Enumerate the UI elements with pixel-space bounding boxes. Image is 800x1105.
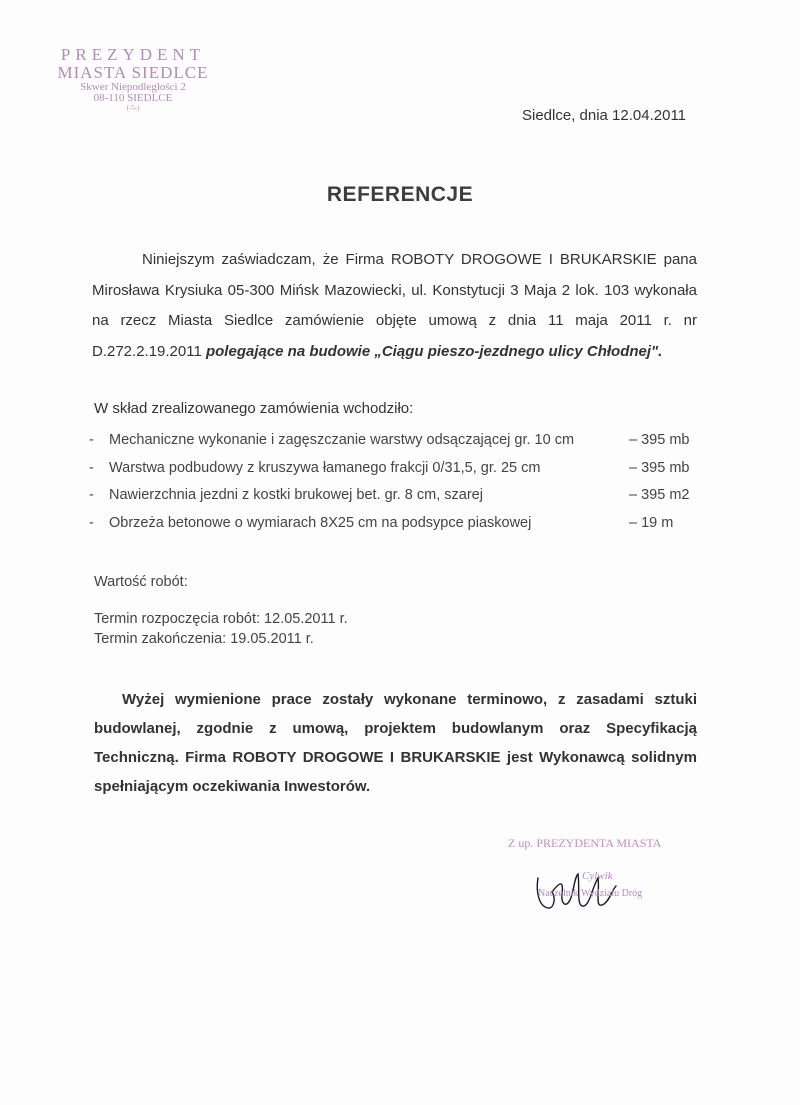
document-title: REFERENCJE xyxy=(326,183,474,206)
signature-stamp-line-2: Cylwik xyxy=(582,870,613,882)
stamp-line-3: Skwer Niepodległości 2 xyxy=(80,80,186,93)
list-item xyxy=(89,510,709,538)
item-dash: - xyxy=(89,459,94,476)
closing-text: Wyżej wymienione prace zostały wykonane terminowo, z zasadami sztuki budowlanej, zgodnie z umową, projektem budowlanym oraz Specyfikacją Techniczną. Firma ROBOTY DROGOWE I BRUKARSKIE jest Wykonawcą solidnym spełniającym oczekiwania Inwestorów. xyxy=(94,691,697,795)
item-quantity: – 395 mb xyxy=(629,432,690,448)
document-date: Siedlce, dnia 12.04.2011 xyxy=(522,107,687,124)
office-stamp xyxy=(38,46,228,112)
item-dash: - xyxy=(89,514,94,531)
value-label: Wartość robót: xyxy=(94,574,188,590)
items-intro: W skład zrealizowanego zamówienia wchodziło: xyxy=(94,400,414,417)
item-text: Mechaniczne wykonanie i zagęszczanie warstwy odsączającej gr. 10 cm xyxy=(109,432,575,448)
stamp-line-5: (-5-) xyxy=(126,103,140,112)
work-items-list xyxy=(89,427,709,537)
stamp-line-4: 08-110 SIEDLCE xyxy=(93,92,173,105)
signature-block xyxy=(500,832,720,922)
item-quantity: – 19 m xyxy=(629,514,674,531)
stamp-line-2: MIASTA SIEDLCE xyxy=(57,62,209,82)
item-text: Warstwa podbudowy z kruszywa łamanego frakcji 0/31,5, gr. 25 cm xyxy=(109,459,541,476)
item-dash: - xyxy=(89,432,94,448)
item-text: Obrzeża betonowe o wymiarach 8X25 cm na podsypce piaskowej xyxy=(109,514,532,531)
item-quantity: – 395 mb xyxy=(629,459,690,476)
signature-stamp-line-3: Naczelnik Wydziału Dróg xyxy=(538,888,643,899)
start-term: Termin rozpoczęcia robót: 12.05.2011 r. xyxy=(94,611,348,627)
item-quantity: – 395 m2 xyxy=(629,487,690,503)
handwritten-signature xyxy=(518,848,628,918)
item-text: Nawierzchnia jezdni z kostki brukowej bet. gr. 8 cm, szarej xyxy=(109,487,483,503)
stamp-line-1: PREZYDENT xyxy=(60,45,206,64)
main-paragraph-text: Niniejszym zaświadczam, że Firma ROBOTY DROGOWE I BRUKARSKIE pana Mirosława Krysiuka 05-300 Mińsk Mazowiecki, ul. Konstytucji 3 Maja 2 lok. 103 wykonała na rzecz Miasta Siedlce zamówienie objęte umową z dnia 11 maja 2011 r. nr D.272.2.19.2011 xyxy=(92,251,697,360)
main-paragraph-emphasis: polegające na budowie „Ciągu pieszo-jezdnego ulicy Chłodnej". xyxy=(205,342,663,360)
signature-stamp-line-1: Z up. PREZYDENTA MIASTA xyxy=(508,836,662,850)
list-item xyxy=(89,427,709,455)
list-item xyxy=(89,482,709,510)
item-dash: - xyxy=(89,487,94,503)
main-paragraph xyxy=(92,245,697,367)
list-item xyxy=(89,455,709,483)
end-term: Termin zakończenia: 19.05.2011 r. xyxy=(94,631,314,647)
closing-paragraph xyxy=(94,685,697,801)
